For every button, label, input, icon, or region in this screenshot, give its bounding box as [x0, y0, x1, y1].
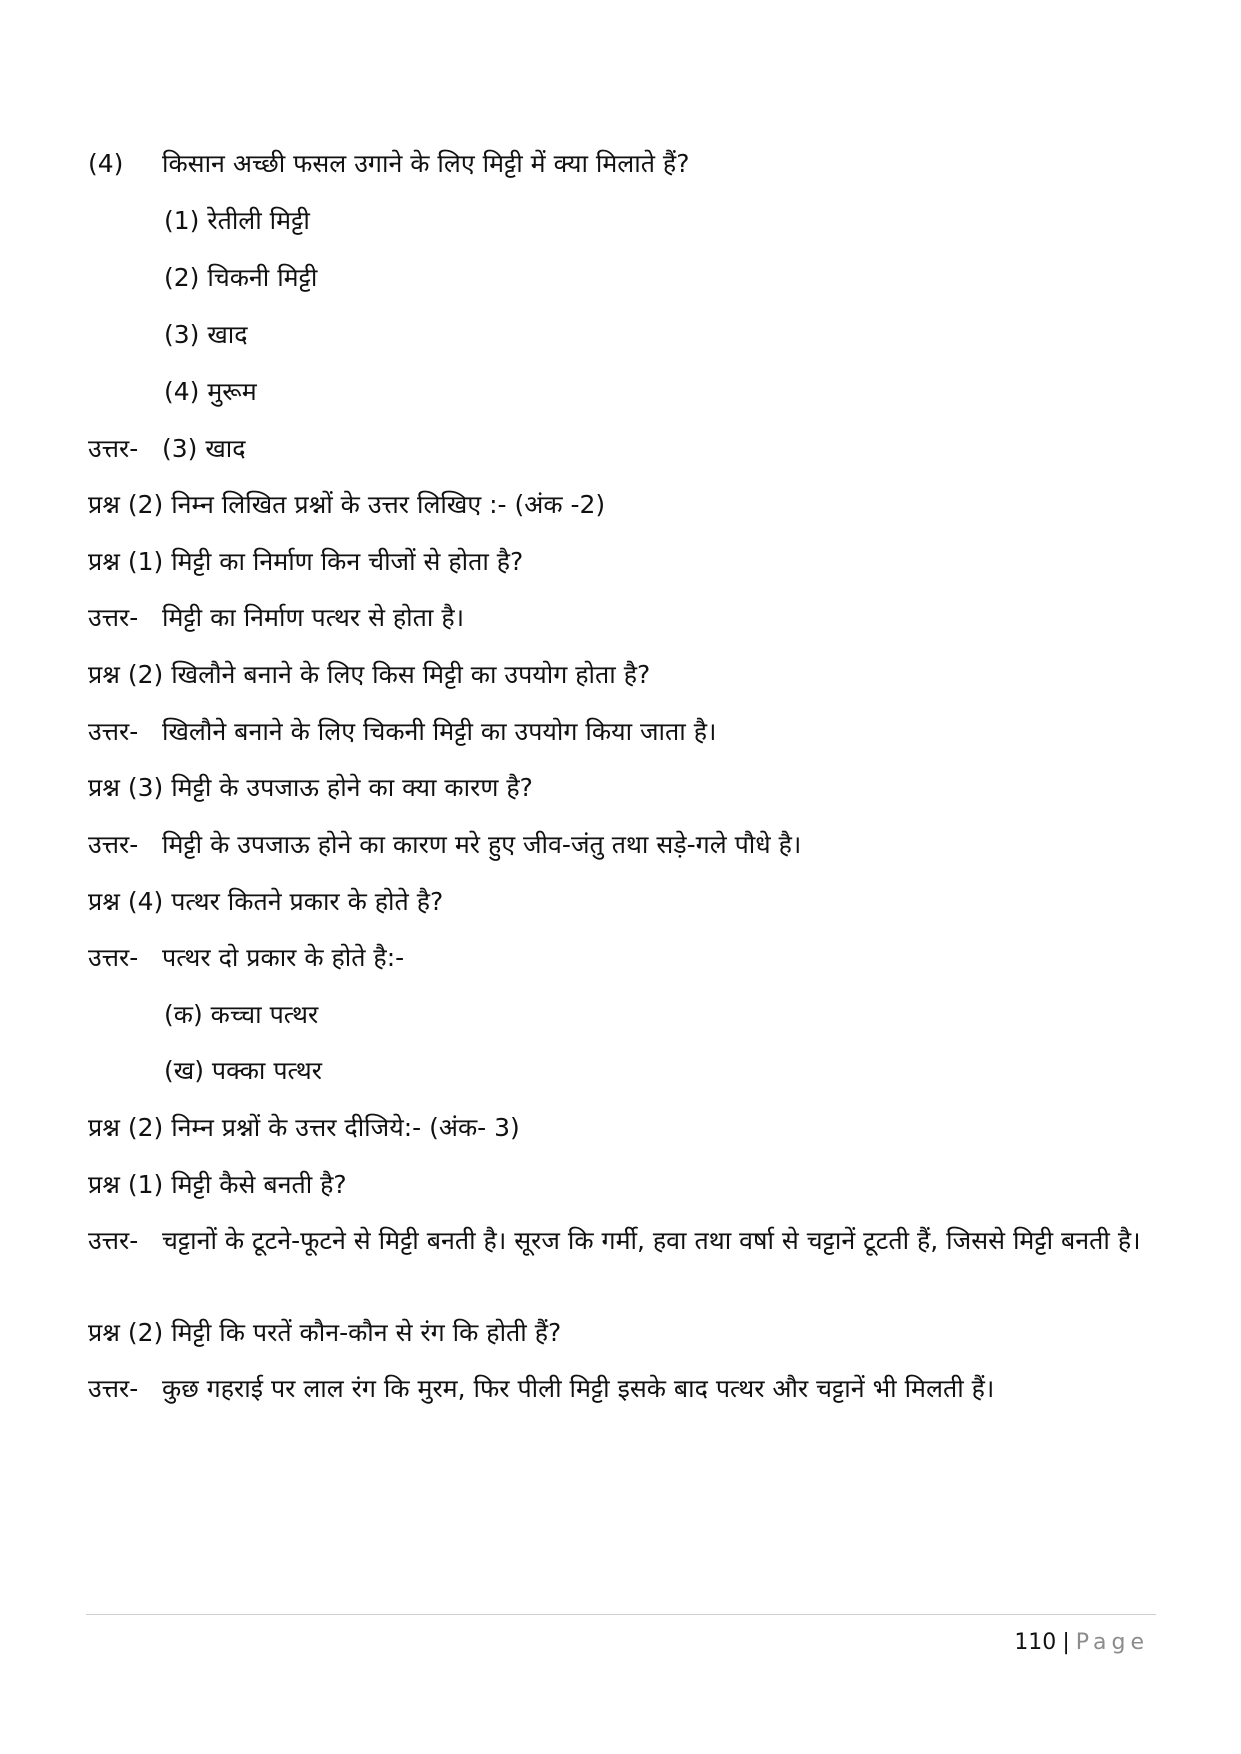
- answer-text: खिलौने बनाने के लिए चिकनी मिट्टी का उपयोग किया जाता है।: [162, 717, 717, 746]
- answer-label: उत्तर-: [88, 603, 139, 632]
- stone-type: (ख) पक्का पत्थर: [164, 1056, 322, 1085]
- answer-text: (3) खाद: [162, 434, 246, 463]
- page-separator: |: [1062, 1630, 1070, 1655]
- answer-label: उत्तर-: [88, 717, 139, 746]
- question-text: किसान अच्छी फसल उगाने के लिए मिट्टी में क्या मिलाते हैं?: [162, 149, 690, 178]
- answer-text: चट्टानों के टूटने-फूटने से मिट्टी बनती है। सूरज कि गर्मी, हवा तथा वर्षा से चट्टानें टूटती हैं, जिससे मिट्टी बनती है।: [162, 1226, 1141, 1255]
- answer-row: [88, 431, 1158, 467]
- answer-row: [88, 600, 1158, 636]
- answer-text: पत्थर दो प्रकार के होते है:-: [162, 943, 405, 972]
- answer-label: उत्तर-: [88, 1226, 139, 1255]
- question: प्रश्न (1) मिट्टी कैसे बनती है?: [88, 1170, 347, 1199]
- page-footer: [1014, 1628, 1149, 1658]
- answer-label: उत्तर-: [88, 830, 139, 859]
- stone-type: (क) कच्चा पत्थर: [164, 1000, 319, 1029]
- section-heading: प्रश्न (2) निम्न लिखित प्रश्नों के उत्तर लिखिए :- (अंक -2): [88, 490, 606, 519]
- question: प्रश्न (1) मिट्टी का निर्माण किन चीजों से होता है?: [88, 547, 524, 576]
- section-heading: प्रश्न (2) निम्न प्रश्नों के उत्तर दीजिये:- (अंक- 3): [88, 1113, 520, 1142]
- question: प्रश्न (3) मिट्टी के उपजाऊ होने का क्या कारण है?: [88, 773, 533, 802]
- page-number: 110: [1014, 1630, 1057, 1655]
- answer-row: [88, 1223, 1158, 1259]
- option-1: (1) रेतीली मिट्टी: [164, 206, 310, 235]
- option-3: (3) खाद: [164, 320, 248, 349]
- answer-row: [88, 1371, 1158, 1407]
- footer-divider: [86, 1614, 1156, 1615]
- answer-label: उत्तर-: [88, 434, 139, 463]
- question: प्रश्न (2) खिलौने बनाने के लिए किस मिट्टी का उपयोग होता है?: [88, 660, 651, 689]
- answer-label: उत्तर-: [88, 1374, 139, 1403]
- answer-row: [88, 827, 1158, 863]
- option-4: (4) मुरूम: [164, 377, 257, 406]
- answer-text: मिट्टी का निर्माण पत्थर से होता है।: [162, 603, 465, 632]
- answer-row: [88, 714, 1158, 750]
- answer-label: उत्तर-: [88, 943, 139, 972]
- option-2: (2) चिकनी मिट्टी: [164, 263, 318, 292]
- answer-text: मिट्टी के उपजाऊ होने का कारण मरे हुए जीव-जंतु तथा सड़े-गले पौधे है।: [162, 830, 802, 859]
- question: प्रश्न (2) मिट्टी कि परतें कौन-कौन से रंग कि होती हैं?: [88, 1318, 562, 1347]
- question: प्रश्न (4) पत्थर कितने प्रकार के होते है?: [88, 887, 444, 916]
- question-number: (4): [88, 149, 124, 178]
- question-4: [88, 146, 1158, 182]
- answer-row: [88, 940, 1158, 976]
- answer-text: कुछ गहराई पर लाल रंग कि मुरम, फिर पीली मिट्टी इसके बाद पत्थर और चट्टानें भी मिलती हैं।: [162, 1374, 995, 1403]
- page-word: Page: [1075, 1630, 1149, 1655]
